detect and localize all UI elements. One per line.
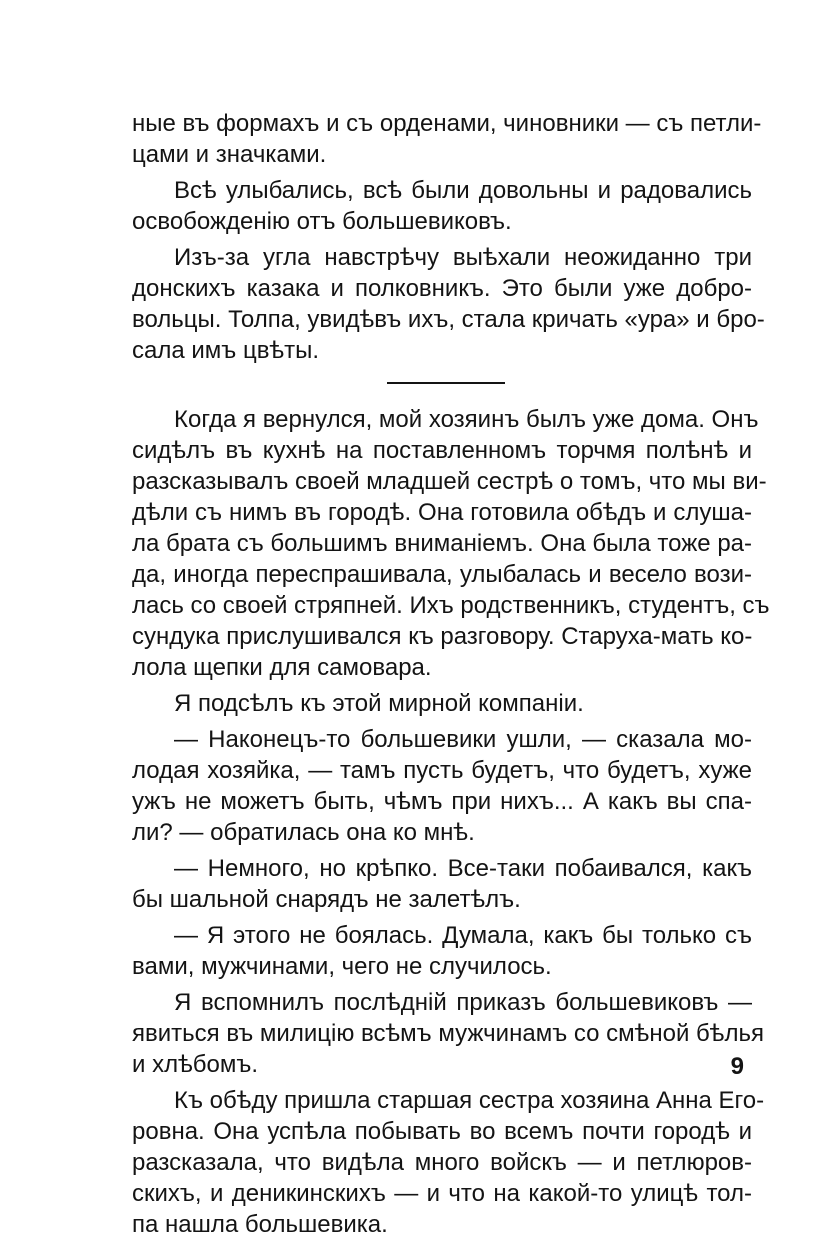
text-line: лодая хозяйка, — тамъ пусть будетъ, что будетъ, хуже xyxy=(132,757,752,784)
text-line: Изъ-за угла навстрѣчу выѣхали неожиданно три xyxy=(174,244,752,271)
page-number: 9 xyxy=(730,1053,744,1080)
text-line: бы шальной снарядъ не залетѣлъ. xyxy=(132,886,521,913)
text-line: Всѣ улыбались, всѣ были довольны и радовались xyxy=(174,177,752,204)
text-line: освобожденію отъ большевиковъ. xyxy=(132,208,512,235)
paragraph-dialogue-reply xyxy=(132,853,752,915)
text-line: Я подсѣлъ къ этой мирной компаніи. xyxy=(174,690,584,717)
text-line: Я вспомнилъ послѣдній приказъ большевиковъ — xyxy=(174,989,752,1016)
text-line: — Немного, но крѣпко. Все-таки побаивался, какъ xyxy=(174,855,752,882)
text-line: лась со своей стряпней. Ихъ родственникъ, студентъ, съ xyxy=(132,592,770,619)
section-divider xyxy=(387,382,505,384)
text-line: скихъ, и деникинскихъ — и что на какой-то улицѣ тол- xyxy=(132,1180,752,1207)
text-line: — Наконецъ-то большевики ушли, — сказала мо- xyxy=(174,726,752,753)
text-line: лола щепки для самовара. xyxy=(132,654,432,681)
paragraph-uniforms xyxy=(132,108,762,170)
text-line: ла брата съ большимъ вниманіемъ. Она была тоже ра- xyxy=(132,530,752,557)
text-line: сундука прислушивался къ разговору. Старуха-мать ко- xyxy=(132,623,753,650)
paragraph-sat-down xyxy=(132,688,752,719)
text-line: ровна. Она успѣла побывать во всемъ почти городѣ и xyxy=(132,1118,752,1145)
page-body xyxy=(132,108,770,1240)
text-line: да, иногда переспрашивала, улыбалась и весело вози- xyxy=(132,561,752,588)
text-line: вами, мужчинами, чего не случилось. xyxy=(132,953,552,980)
text-line: явиться въ милицію всѣмъ мужчинамъ со смѣной бѣлья xyxy=(132,1020,764,1047)
paragraph-smiling xyxy=(132,175,752,237)
text-line: донскихъ казака и полковникъ. Это были уже добро- xyxy=(132,275,752,302)
text-line: и хлѣбомъ. xyxy=(132,1051,259,1078)
paragraph-dinner xyxy=(132,1085,765,1240)
text-line: Когда я вернулся, мой хозяинъ былъ уже дома. Онъ xyxy=(174,406,759,433)
text-line: Къ обѣду пришла старшая сестра хозяина Анна Его- xyxy=(174,1087,765,1114)
text-line: ли? — обратилась она ко мнѣ. xyxy=(132,819,475,846)
text-line: — Я этого не боялась. Думала, какъ бы только съ xyxy=(174,922,752,949)
text-line: разсказала, что видѣла много войскъ — и петлюров- xyxy=(132,1149,752,1176)
text-line: сала имъ цвѣты. xyxy=(132,337,320,364)
paragraph-dialogue-not-afraid xyxy=(132,920,752,982)
text-line: разсказывалъ своей младшей сестрѣ о томъ, что мы ви- xyxy=(132,468,767,495)
text-line: вольцы. Толпа, увидѣвъ ихъ, стала кричать «ура» и бро- xyxy=(132,306,765,333)
text-line: сидѣлъ въ кухнѣ на поставленномъ торчмя полѣнѣ и xyxy=(132,437,752,464)
text-line: ужъ не можетъ быть, чѣмъ при нихъ... А какъ вы спа- xyxy=(132,788,752,815)
text-line: дѣли съ нимъ въ городѣ. Она готовила обѣдъ и слуша- xyxy=(132,499,752,526)
text-line: цами и значками. xyxy=(132,141,327,168)
text-line: па нашла большевика. xyxy=(132,1211,388,1238)
paragraph-returned-home xyxy=(132,404,770,683)
paragraph-cossacks xyxy=(132,242,765,366)
paragraph-order xyxy=(132,987,764,1080)
text-line: ные въ формахъ и съ орденами, чиновники — съ петли- xyxy=(132,110,762,137)
paragraph-dialogue-hostess xyxy=(132,724,752,848)
